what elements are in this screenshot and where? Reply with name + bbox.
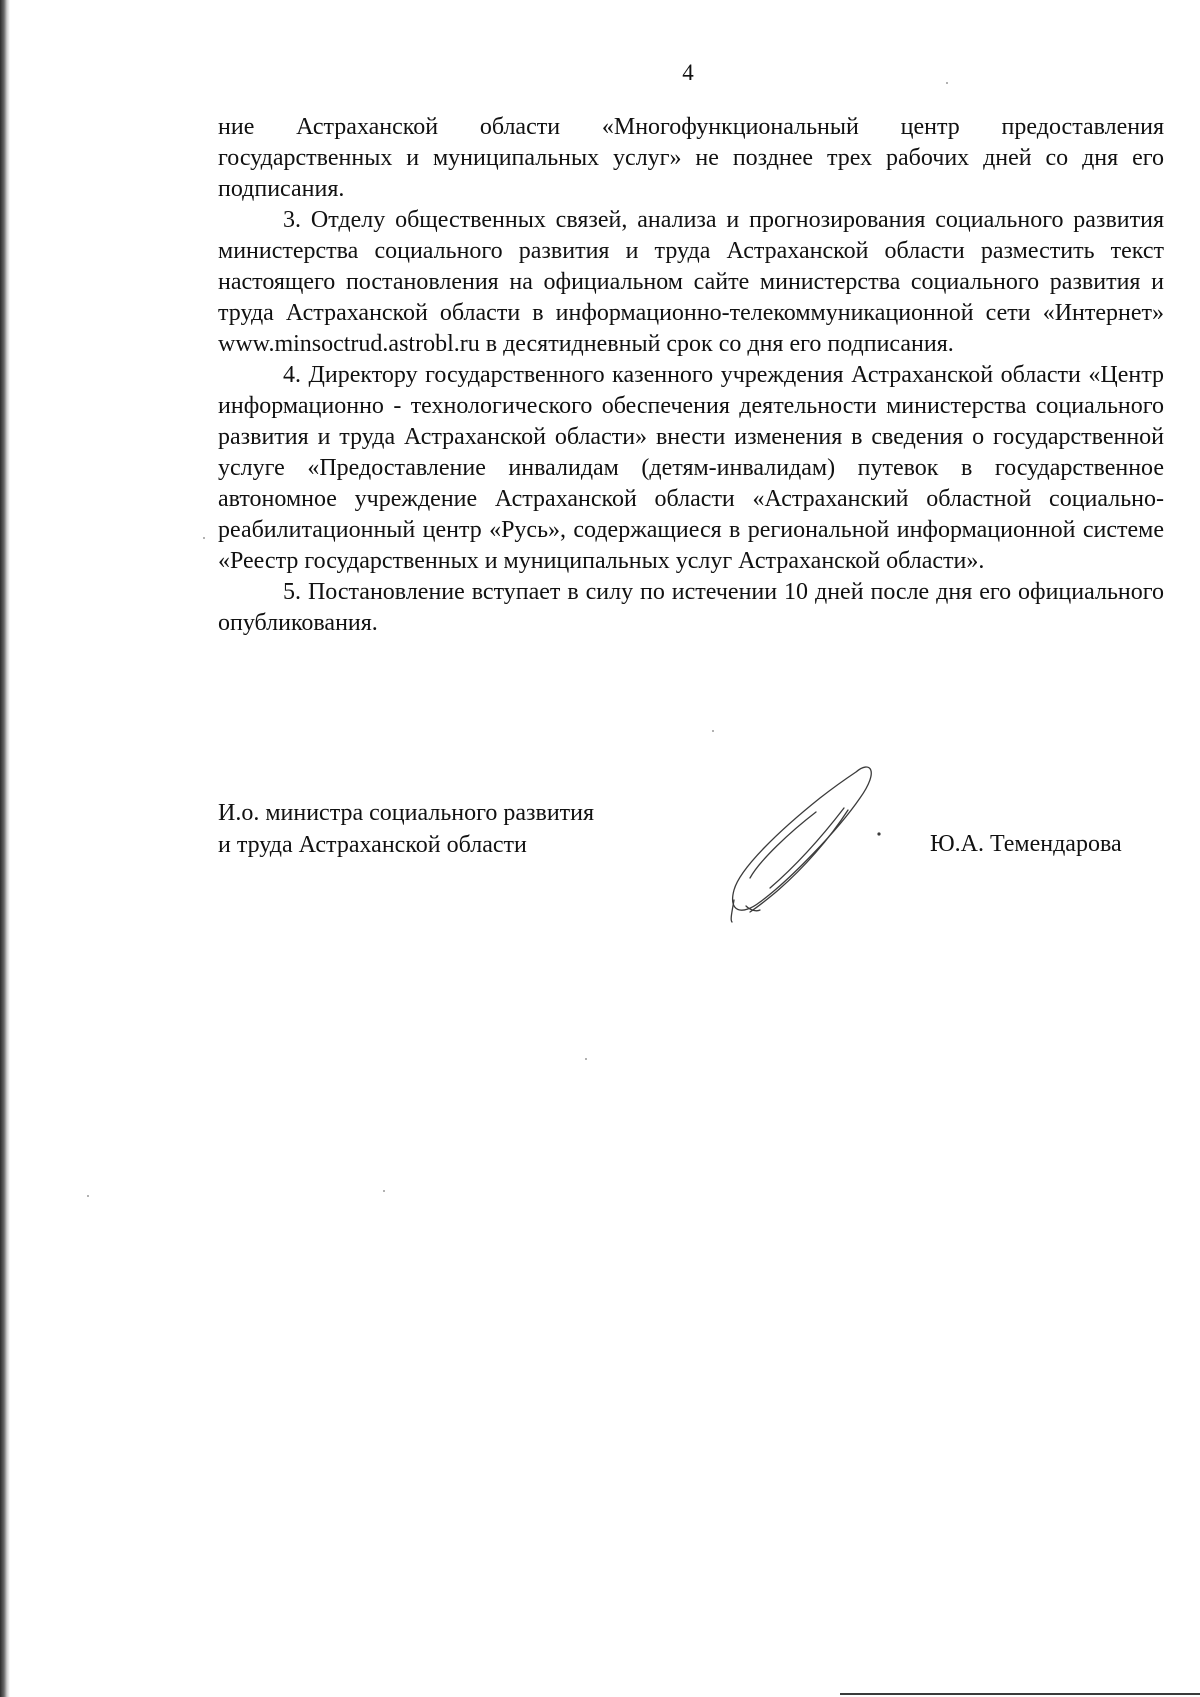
paragraph-item-5: 5. Постановление вступает в силу по истечении 10 дней после дня его официального опубликования. xyxy=(218,579,1164,636)
paragraph-item-4: 4. Директору государственного казенного учреждения Астраханской области «Центр информационно - технологического обеспечения деятельности министерства социального развития и труда Астраханской области» внести изменения в сведения о государственной услуге «Предоставление инвалидам (детям-инвалидам) путевок в государственное автономное учреждение Астраханской области «Астраханский областной социально-реабилитационный центр «Русь», содержащиеся в региональной информационной системе «Реестр государственных и муниципальных услуг Астраханской области». xyxy=(218,362,1164,574)
scan-edge-shadow xyxy=(0,0,10,1697)
scan-bottom-line xyxy=(840,1693,1200,1695)
signatory-name: Ю.А. Темендарова xyxy=(930,831,1122,857)
document-body xyxy=(218,112,1164,639)
scan-speck xyxy=(87,1195,89,1197)
signatory-position-line-1: И.о. министра социального развития xyxy=(218,800,595,826)
page-number: 4 xyxy=(682,60,694,85)
scan-speck xyxy=(712,730,714,732)
paragraph-item-3: 3. Отделу общественных связей, анализа и прогнозирования социального развития министерства социального развития и труда Астраханской области разместить текст настоящего постановления на официальном сайте министерства социального развития и труда Астраханской области в информационно-телекоммуникационной сети «Интернет» www.minsoctrud.astrobl.ru в десятидневный срок со дня его подписания. xyxy=(218,207,1164,357)
signatory-position-line-2: и труда Астраханской области xyxy=(218,832,527,858)
scan-speck xyxy=(383,1190,385,1192)
scan-speck xyxy=(203,537,205,539)
scan-speck xyxy=(585,1058,587,1060)
scan-speck xyxy=(946,82,948,84)
signatory-position xyxy=(218,797,594,861)
handwritten-signature xyxy=(720,760,890,925)
paragraph-continuation: ние Астраханской области «Многофункциональный центр предоставления государственных и муниципальных услуг» не позднее трех рабочих дней со дня его подписания. xyxy=(218,114,1164,202)
